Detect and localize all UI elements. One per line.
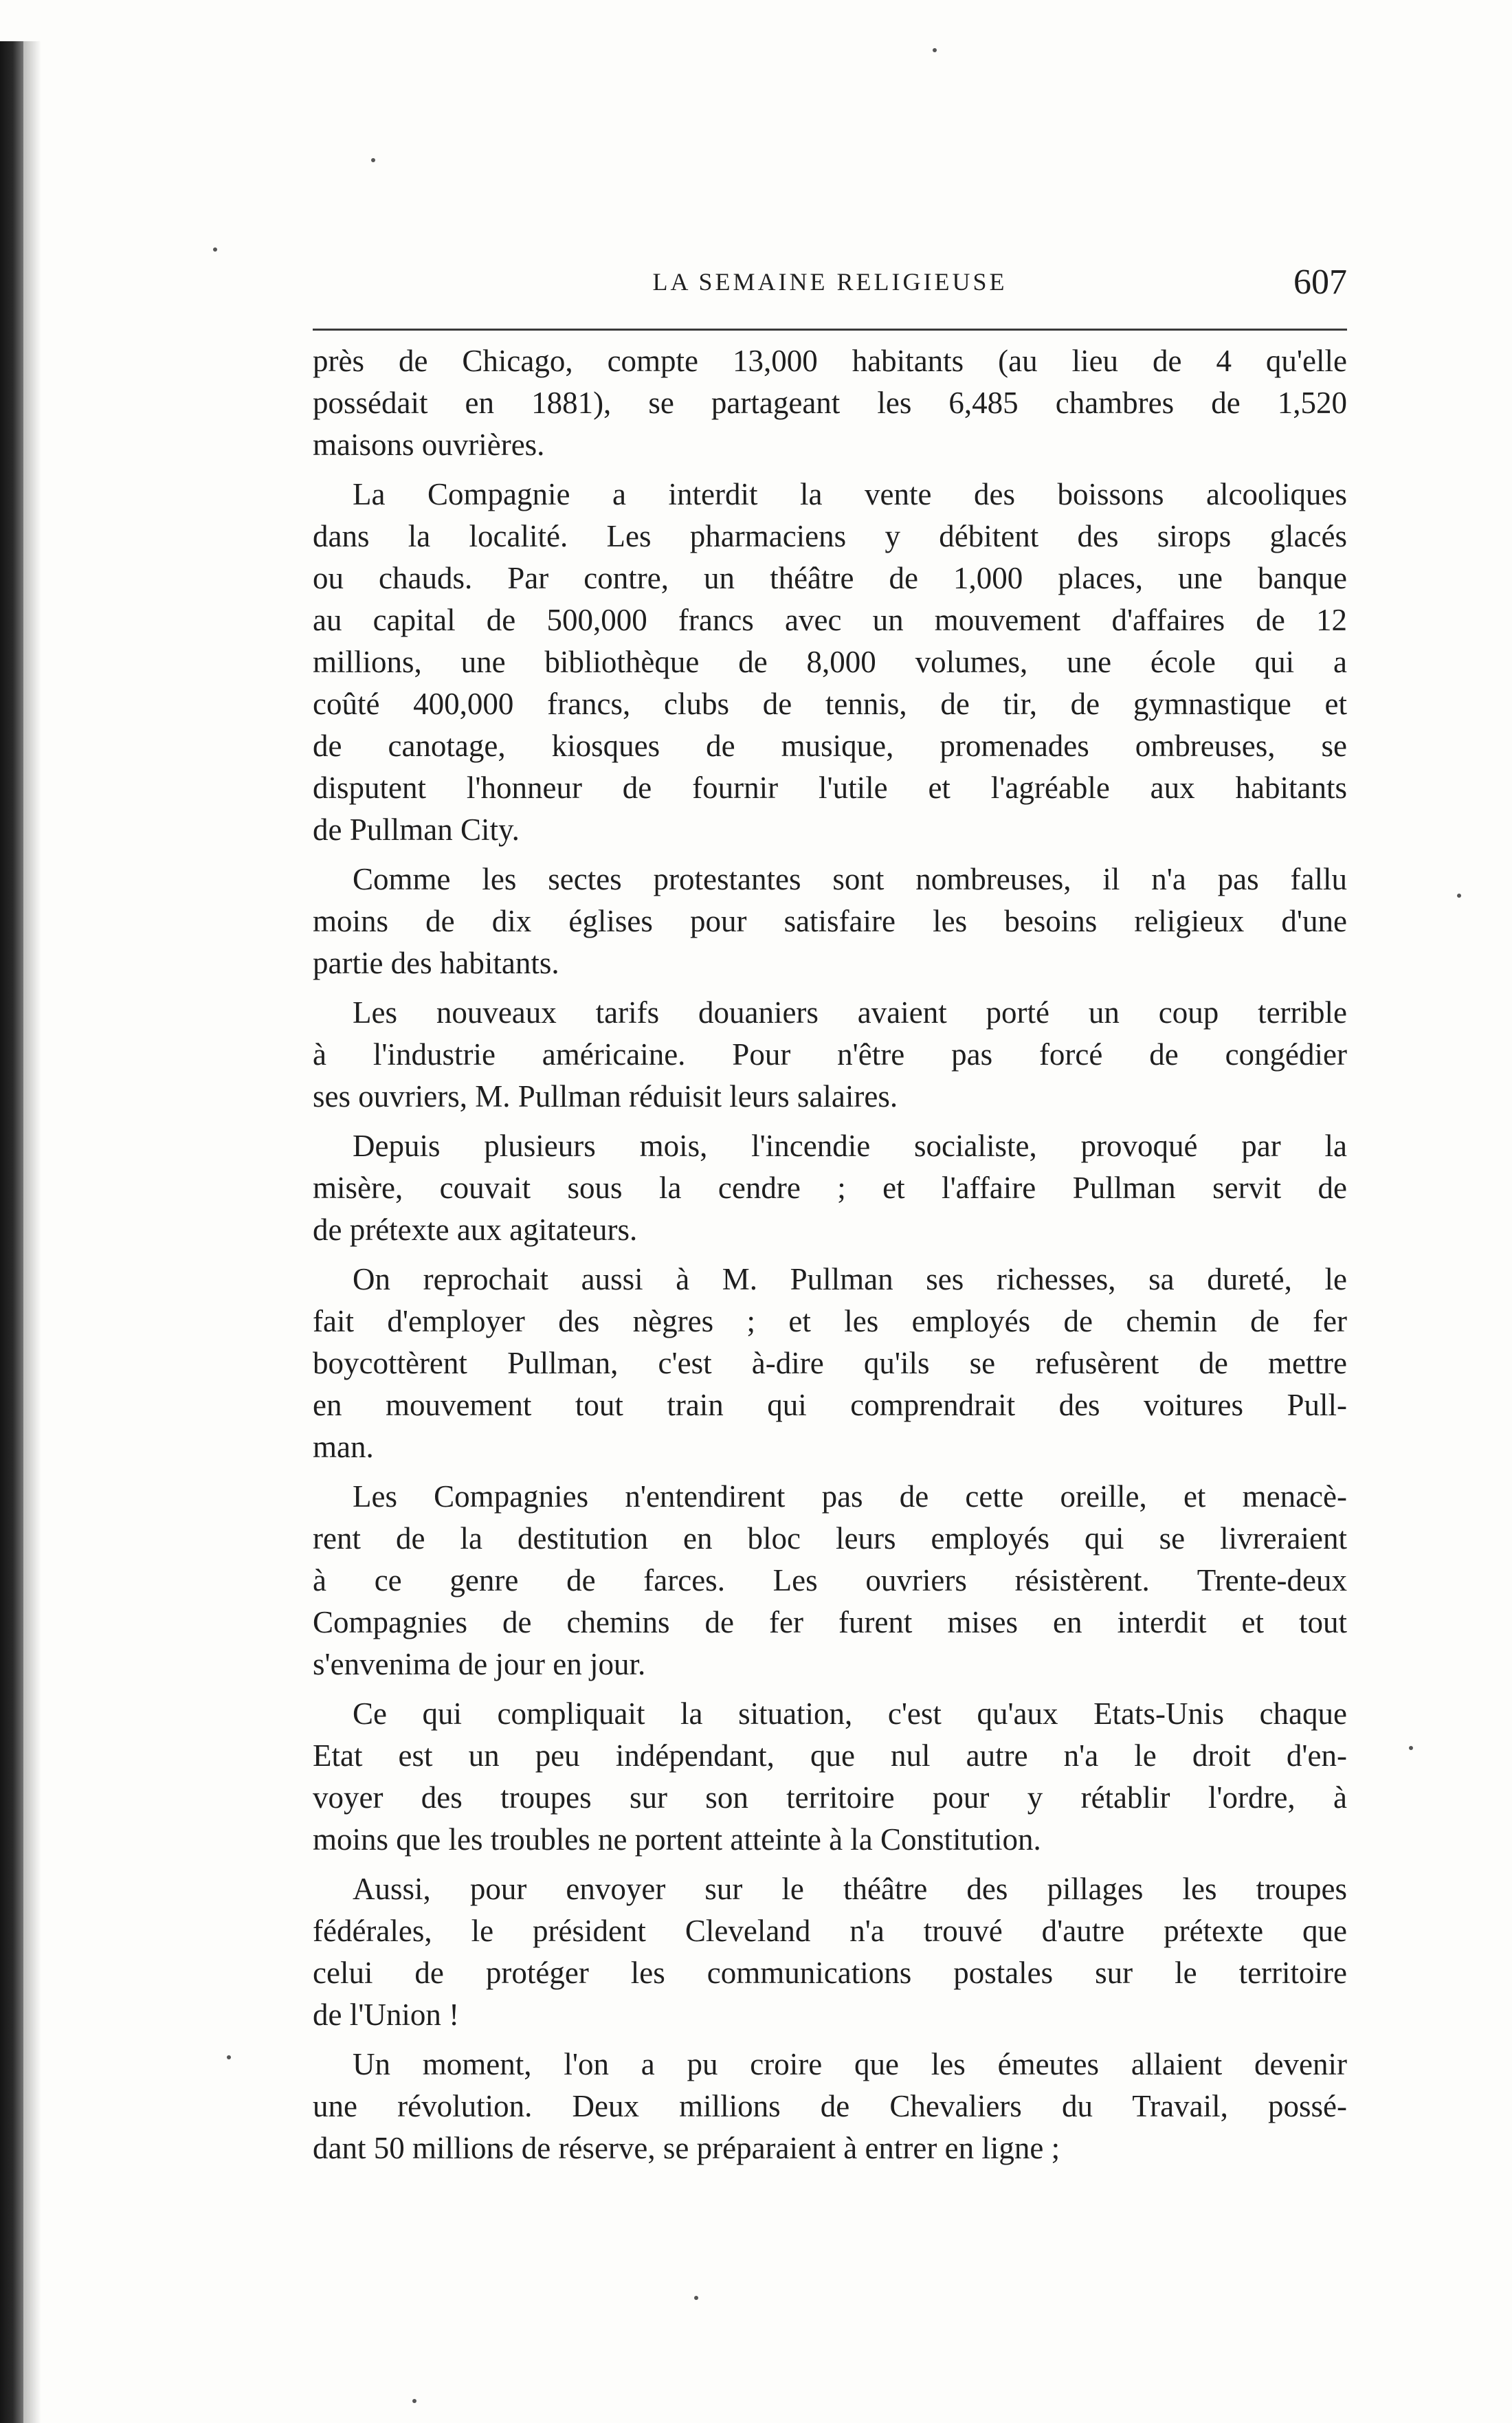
scan-speck [694, 2296, 698, 2300]
paragraph [313, 859, 1347, 984]
header-rule [313, 329, 1347, 331]
paragraph [313, 2044, 1347, 2169]
text-line: boycottèrent Pullman, c'est à-dire qu'ils se refusèrent de mettre [313, 1346, 1347, 1380]
text-line: Les Compagnies n'entendirent pas de cette oreille, et menacè- [353, 1479, 1347, 1514]
text-line: une révolution. Deux millions de Chevaliers du Travail, possé- [313, 2089, 1347, 2123]
text-line: fédérales, le président Cleveland n'a trouvé d'autre prétexte que [313, 1914, 1347, 1948]
paragraph [313, 1259, 1347, 1468]
text-line: dans la localité. Les pharmaciens y débitent des sirops glacés [313, 519, 1347, 553]
text-line: maisons ouvrières. [313, 428, 545, 462]
paragraph [313, 1476, 1347, 1685]
text-line: Les nouveaux tarifs douaniers avaient porté un coup terrible [353, 995, 1347, 1030]
text-line: Comme les sectes protestantes sont nombreuses, il n'a pas fallu [353, 862, 1347, 896]
scan-speck [371, 158, 375, 162]
scan-speck [213, 247, 217, 252]
text-line: au capital de 500,000 francs avec un mouvement d'affaires de 12 [313, 603, 1347, 637]
text-line: Un moment, l'on a pu croire que les émeutes allaient devenir [353, 2047, 1347, 2081]
text-line: de l'Union ! [313, 1998, 460, 2032]
text-line: à ce genre de farces. Les ouvriers résistèrent. Trente-deux [313, 1563, 1347, 1597]
text-line: de canotage, kiosques de musique, promenades ombreuses, se [313, 729, 1347, 763]
text-line: moins que les troubles ne portent atteinte à la Constitution. [313, 1822, 1041, 1857]
text-line: coûté 400,000 francs, clubs de tennis, de tir, de gymnastique et [313, 687, 1347, 721]
text-line: Compagnies de chemins de fer furent mises en interdit et tout [313, 1605, 1347, 1639]
text-line: à l'industrie américaine. Pour n'être pas forcé de congédier [313, 1037, 1347, 1072]
page-number: 607 [1293, 263, 1347, 302]
text-line: dant 50 millions de réserve, se préparaient à entrer en ligne ; [313, 2131, 1060, 2165]
paragraph [313, 340, 1347, 466]
scan-speck [933, 48, 937, 52]
text-line: disputent l'honneur de fournir l'utile et l'agréable aux habitants [313, 771, 1347, 805]
text-line: moins de dix églises pour satisfaire les besoins religieux d'une [313, 904, 1347, 938]
scan-speck [1457, 894, 1461, 898]
scan-speck [1409, 1746, 1413, 1750]
text-line: man. [313, 1430, 374, 1464]
scan-speck [412, 2399, 416, 2403]
text-line: partie des habitants. [313, 946, 559, 980]
paragraph [313, 1693, 1347, 1861]
text-line: ses ouvriers, M. Pullman réduisit leurs salaires. [313, 1079, 898, 1114]
text-line: fait d'employer des nègres ; et les employés de chemin de fer [313, 1304, 1347, 1338]
paragraph [313, 1125, 1347, 1251]
text-line: de prétexte aux agitateurs. [313, 1213, 638, 1247]
text-line: de Pullman City. [313, 812, 520, 847]
scan-speck [227, 2055, 231, 2059]
text-line: millions, une bibliothèque de 8,000 volumes, une école qui a [313, 645, 1347, 679]
text-line: en mouvement tout train qui comprendrait des voitures Pull- [313, 1388, 1347, 1422]
binding-shadow [23, 41, 41, 2423]
text-line: possédait en 1881), se partageant les 6,485 chambres de 1,520 [313, 386, 1347, 420]
book-binding-edge [0, 41, 23, 2423]
paragraph [313, 474, 1347, 851]
text-line: Aussi, pour envoyer sur le théâtre des pillages les troupes [353, 1872, 1347, 1906]
text-line: Ce qui compliquait la situation, c'est qu'aux Etats-Unis chaque [353, 1696, 1347, 1731]
running-header [313, 258, 1347, 306]
paragraph [313, 992, 1347, 1118]
text-line: On reprochait aussi à M. Pullman ses richesses, sa dureté, le [353, 1262, 1347, 1296]
text-line: celui de protéger les communications postales sur le territoire [313, 1956, 1347, 1990]
text-line: près de Chicago, compte 13,000 habitants (au lieu de 4 qu'elle [313, 344, 1347, 378]
running-title: LA SEMAINE RELIGIEUSE [652, 268, 1008, 296]
text-line: Etat est un peu indépendant, que nul autre n'a le droit d'en- [313, 1738, 1347, 1773]
text-line: rent de la destitution en bloc leurs employés qui se livreraient [313, 1521, 1347, 1556]
text-line: Depuis plusieurs mois, l'incendie socialiste, provoqué par la [353, 1129, 1347, 1163]
page-body [313, 340, 1347, 2334]
text-line: misère, couvait sous la cendre ; et l'affaire Pullman servit de [313, 1171, 1347, 1205]
text-line: ou chauds. Par contre, un théâtre de 1,000 places, une banque [313, 561, 1347, 595]
text-line: voyer des troupes sur son territoire pour y rétablir l'ordre, à [313, 1780, 1347, 1815]
text-line: s'envenima de jour en jour. [313, 1647, 646, 1681]
text-line: La Compagnie a interdit la vente des boissons alcooliques [353, 477, 1347, 511]
paragraph [313, 1868, 1347, 2036]
